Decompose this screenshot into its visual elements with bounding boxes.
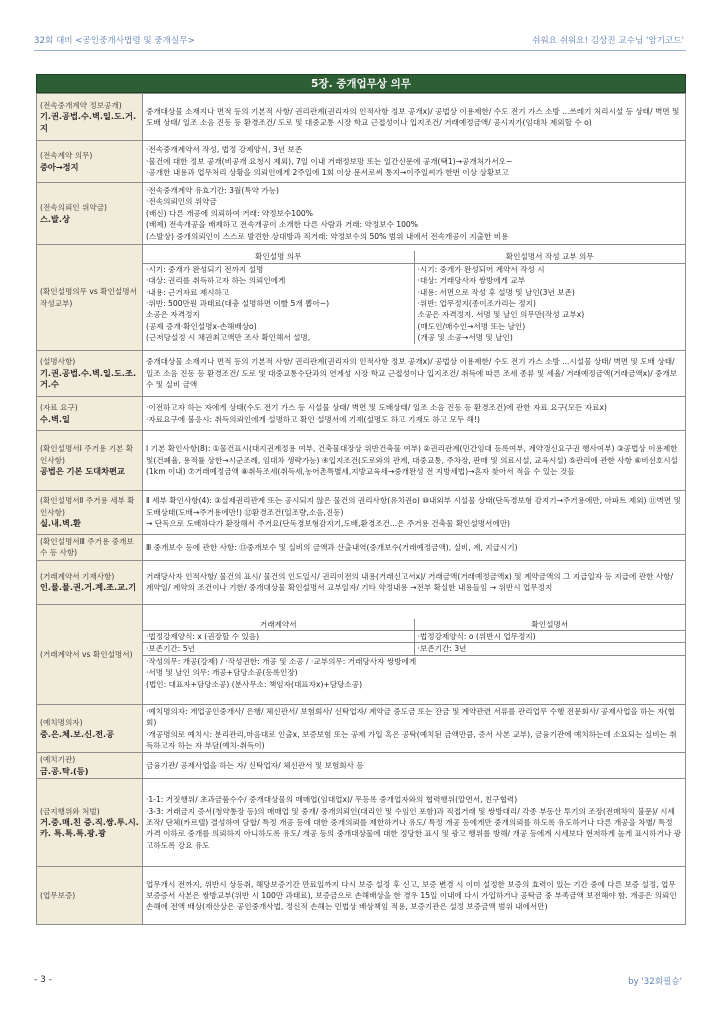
row-label-text: (전속의뢰인 위약금) bbox=[40, 203, 108, 213]
row-label bbox=[37, 779, 143, 867]
page-number: - 3 - bbox=[34, 975, 52, 985]
row-content bbox=[143, 753, 686, 779]
row-memory-code: 공법은 기본 도대차편교 bbox=[40, 466, 125, 477]
row-memory-code: 기.권.공법.수.벽.일.도.조.거.수 bbox=[40, 367, 137, 390]
content-line: 금융기관/ 공제사업을 하는 자/ 신탁업자/ 체신관서 및 보험회사 등 bbox=[146, 761, 364, 771]
footer-credit: by '32회필승' bbox=[628, 977, 682, 987]
content-line: ·서명 및 날인 의무: 개공+담당소공(등록인장) bbox=[146, 668, 298, 678]
row-label-text: (확인설명서Ⅱ 주거용 세부 확인사항) bbox=[40, 496, 135, 517]
row-label bbox=[37, 560, 143, 604]
row-memory-code: 거.중.매.친 증.직.쌍.투.시.카. 특.특.특.광.광 bbox=[40, 817, 139, 839]
table-row bbox=[37, 704, 686, 753]
compare-cell bbox=[143, 245, 686, 351]
row-label bbox=[37, 94, 143, 141]
row-label-text: (예치기관) bbox=[40, 755, 76, 765]
row-label bbox=[37, 245, 143, 351]
row-label bbox=[37, 704, 143, 753]
content-line: 소공은 자격정지 bbox=[146, 310, 200, 320]
row-content bbox=[143, 560, 686, 604]
compare-right-row: ·보존기간: 3년 bbox=[414, 643, 685, 655]
content-line: → 단독으로 도배하다가 환장해서 주거요(단독경보형감지기,도배,환경조건...은 주거용 건축물 확인설명서에만) bbox=[146, 519, 511, 529]
row-memory-code: 기.권.공법.수.벽.일.도.거.지 bbox=[40, 111, 137, 133]
content-line: Ⅲ 중개보수 등에 관한 사항: ⑬중개보수 및 실비의 금액과 산출내역(중개보수(거래예정금액), 실비, 계, 지급시기) bbox=[146, 542, 518, 552]
compare-left-head: 확인설명 의무 bbox=[143, 251, 414, 263]
content-line: ·자료요구에 불응시: 취득의뢰인에게 설명하고 확인 설명서에 기재(설명도 하고 기재도 하고 모두 해!) bbox=[146, 414, 480, 424]
content-line: ·전속의뢰인의 위약금 bbox=[146, 197, 217, 207]
content-line: ·전속중개계약 유효기간: 3월(특약 가능) bbox=[146, 185, 280, 195]
content-line: ·전속중개계약서 작성, 법정 강제양식, 3년 보존 bbox=[146, 145, 303, 155]
row-label bbox=[37, 397, 143, 431]
content-line: ·작성의무: 개공(강제) / ·작성권한: 개공 및 소공 / ·교부의무: 거래당사자 쌍방에게 bbox=[146, 656, 417, 666]
table-row bbox=[37, 351, 686, 397]
compare-table bbox=[143, 619, 685, 690]
compare-left-head: 거래계약서 bbox=[143, 619, 414, 631]
document-sheet bbox=[36, 74, 686, 925]
row-label-text: (확인설명서Ⅰ 주거용 기본 확인사항) bbox=[40, 444, 134, 465]
content-line: Ⅱ 세부 확인사항(4): ③실제권리관계 또는 공시되지 않은 물건의 권리사항(유치권o) ⑩내외부 시설물 상태(단독경보형 감지기→주거용에만, 아파트 제외) ⑪벽면 및 도배상태(도배→주거용에만!) ⑫환경조건(일조량,소음,진동) bbox=[146, 496, 681, 517]
row-content bbox=[143, 141, 686, 183]
compare-left-row: ·법정강제양식: x (권장할 수 있음) bbox=[143, 631, 414, 643]
table-row bbox=[37, 183, 686, 245]
row-label-text: (업무보증) bbox=[40, 891, 76, 901]
content-line: ·시기: 중개가 완성되기 전까지 설명 bbox=[146, 264, 264, 274]
row-memory-code: 실.내.벽.환 bbox=[40, 518, 81, 529]
header-right: 쉬워요 쉬워요! 김상진 교수님 '암기코드' bbox=[532, 36, 684, 46]
row-label bbox=[37, 867, 143, 925]
row-memory-code: 수.벽.일 bbox=[40, 413, 70, 424]
row-label-text: (거래계약서 vs 확인설명서) bbox=[40, 649, 133, 659]
row-label bbox=[37, 183, 143, 245]
content-line: ·물건에 대한 정보 공개(비공개 요청시 제외), 7일 이내 거래정보망 또는 일간신문에 공개(택1)→공개처가서오~ bbox=[146, 156, 513, 166]
content-line: (배신) 다른 개공에 의뢰하여 거래: 약정보수100% bbox=[146, 208, 313, 218]
table-row bbox=[37, 397, 686, 431]
row-memory-code: 스.발.상 bbox=[40, 213, 70, 224]
row-label bbox=[37, 491, 143, 535]
table-row bbox=[37, 753, 686, 779]
table-row bbox=[37, 141, 686, 183]
row-memory-code: 중.은.체.보.신.전.공 bbox=[40, 728, 115, 739]
row-content bbox=[143, 431, 686, 491]
row-label-text: (금지행위와 처벌) bbox=[40, 806, 100, 816]
row-content bbox=[143, 535, 686, 561]
compare-cell bbox=[143, 604, 686, 704]
row-label-text: (확인설명서Ⅲ 주거용 중개보수 등 사항) bbox=[40, 537, 134, 558]
content-table bbox=[36, 93, 686, 925]
row-content bbox=[143, 491, 686, 535]
content-line: Ⅰ 기본 확인사항(8): ①물건표시(대지권계정용 여부, 건축물대장상 위반건축물 여부) ②권리관계(민간임대 등록여부, 계약갱신요구권 행사여부) ③공법상 이용제한 및(건폐율, 용적률 상한→시군조례, 임대차 생략가능) ④입지조건(도로와의 관계, 대중교통, 주차장, 판매 및 의료시설, 교육시설) ⑤관리에 관한 사항 ⑥비선호시설(1km 이내) ⑦거래예정금액 ⑧취득조세(취득세,농어촌특별세,지방교육세→중개완성 전 지방세법)→혼자 찾아서 적을 수 있는 것들 bbox=[146, 444, 678, 477]
chapter-title: 5장. 중개업무상 의무 bbox=[36, 74, 686, 93]
content-line: ·개공명의로 예치시: 분리관리,마음대로 인출x, 보증보험 또는 공제 가입 혹은 공탁(예치된 금액만큼, 증서 사본 교부), 금융기관에 예치하는데 소요되는 실비는 취득하고자 하는 자 부담(예치-취득이) bbox=[146, 729, 677, 751]
content-line: (법인: 대표자+담당소공) (분사무소: 책임자(대표자x)+담당소공) bbox=[146, 679, 363, 689]
row-label bbox=[37, 753, 143, 779]
content-line: ·공개한 내용과 업무처리 상황을 의뢰인에게 2주일에 1회 이상 문서로써 통지→이주일씨가 한번 이상 상황보고 bbox=[146, 168, 509, 178]
compare-left-row: ·보존기간: 5년 bbox=[143, 643, 414, 655]
row-label bbox=[37, 431, 143, 491]
compare-left-body bbox=[143, 263, 414, 343]
content-line: ·위반: 500만원 과태료(대충 설명하면 이빨 5개 뽑아~) bbox=[146, 299, 330, 308]
header-divider bbox=[34, 50, 686, 51]
content-line: (근저당설정 시 채권최고액만 조사 확인해서 설명, bbox=[146, 333, 311, 343]
table-row bbox=[37, 604, 686, 704]
table-row bbox=[37, 779, 686, 867]
row-label bbox=[37, 604, 143, 704]
row-label-text: (설명사항) bbox=[40, 357, 76, 367]
row-label-text: (거래계약서 기재사항) bbox=[40, 571, 115, 581]
content-line: ·내용: 근거자료 제시하고 bbox=[146, 287, 230, 297]
content-line: ·대상: 권리를 취득하고자 하는 의뢰인에게 bbox=[146, 276, 286, 286]
compare-right-row: ·법정강제양식: o (위반시 업무정지) bbox=[414, 631, 685, 643]
compare-right-head: 확인설명서 bbox=[414, 619, 685, 631]
row-label-text: (전속중개계약 정보공개) bbox=[40, 100, 122, 110]
content-line: ·내용: 서면으로 작성 후 설명 및 날인(3년 보존) bbox=[417, 287, 575, 297]
row-label-text: (전속계약 의무) bbox=[40, 151, 93, 161]
compare-right-head: 확인설명서 작성 교부 의무 bbox=[414, 251, 685, 263]
table-row bbox=[37, 431, 686, 491]
row-memory-code: 중아→정지 bbox=[40, 161, 79, 172]
row-content bbox=[143, 183, 686, 245]
compare-right-body bbox=[414, 263, 685, 343]
compare-common-body bbox=[143, 655, 685, 690]
table-row bbox=[37, 94, 686, 141]
row-content bbox=[143, 779, 686, 867]
content-line: (공제 증개·확인설명x-손해배상o) bbox=[146, 321, 257, 331]
row-label bbox=[37, 535, 143, 561]
row-content bbox=[143, 397, 686, 431]
content-line: ·대상: 거래당사자 쌍방에게 교부 bbox=[417, 276, 526, 286]
header-left: 32회 대비 <공인중개사법령 및 중개실무> bbox=[34, 36, 195, 46]
content-line: ·예치명의자: 개업공인중개사/ 은행/ 체신관서/ 보험회사/ 신탁업자/ 계약금 중도금 또는 잔금 및 계약관련 서류를 관리업무 수행 전문회사/ 공제사업을 하는 자(협회) bbox=[146, 706, 675, 728]
table-row bbox=[37, 491, 686, 535]
row-label bbox=[37, 351, 143, 397]
content-line: 중개대상물 소재지나 면적 등의 기본적 사항/ 권리관계(권리자의 인적사항 정보 공개x)/ 공법상 이용제한/ 수도 전기 가스 소방 ...쓰레기 처리시설 등 상태/ 벽면 및 도배 상태/ 일조 소음 진동 등 환경조건/ 도로 및 대중교통 시장 학교 근접성이나 입지조건/ 거래예정금액/ 공시지가(임대차 제외할 수 o) bbox=[146, 106, 680, 127]
row-label-text: (자료 요구) bbox=[40, 403, 78, 413]
row-content bbox=[143, 351, 686, 397]
table-row bbox=[37, 560, 686, 604]
content-line: (매도인/매수인→서명 또는 날인) bbox=[417, 321, 526, 331]
compare-table bbox=[143, 251, 685, 343]
table-row bbox=[37, 245, 686, 351]
row-content bbox=[143, 867, 686, 925]
content-line: (스발상) 중개의뢰인이 스스로 발견한 상대방과 직거래: 약정보수의 50% 범위 내에서 전속개공이 지출한 비용 bbox=[146, 231, 509, 241]
content-line: (개공 및 소공→서명 및 날인) bbox=[417, 333, 513, 343]
row-label-text: (예치명의자) bbox=[40, 718, 83, 728]
row-memory-code: 인.물.물.권.거.계.조.교.기 bbox=[40, 582, 137, 593]
content-line: ·위반: 업무정지(종이조가리는 정지) bbox=[417, 299, 536, 308]
table-row bbox=[37, 867, 686, 925]
content-line: (배제) 전속개공을 배제하고 전속개공이 소개한 다른 사람과 거래: 약정보수 100% bbox=[146, 220, 418, 230]
content-line: ·시기: 중개가 완성되어 계약서 작성 시 bbox=[417, 264, 545, 274]
table-row bbox=[37, 535, 686, 561]
content-line: 소공은 자격정지. 서명 및 날인 의무만(작성 교부x) bbox=[417, 310, 585, 320]
row-content bbox=[143, 704, 686, 753]
content-line: 중개대상물 소재지나 면적 등의 기본적 사항/ 권리관계(권리자의 인적사항 정보 공개x)/ 공법상 이용제한/ 수도 전기 가스 소방 ...시설물 상태/ 벽면 및 도배 상태/ 일조 소음 진동 등 환경조건/ 도로 및 대중교통수단과의 연계성 시장 학교 근접성이나 입지조건/ 취득에 따른 조세 종류 및 세율/ 거래예정금액(거래금액x)/ 중개보수 및 실비 금액 bbox=[146, 357, 678, 390]
content-line: 업무개시 전까지, 위반시 상등취, 해당보증기간 만료일까지 다시 보증 설정 후 신고, 보증 변경 시 이미 설정한 보증의 효력이 있는 기간 중에 다른 보증 설정, 업무보증증서 사본은 쌍방교부(위반 시 100만 과태료), 보증금으로 손해배상을 한 경우 15일 이내에 다시 가입하거나 공탁금 중 부족금액 보전해야 함. 개공은 의뢰인 손해에 전액 배상(재산상은 공인중개사법, 정신적 손해는 민법상 배상책임 적용, 보증기관은 설정 보증금액 범위 내에서만) bbox=[146, 879, 677, 912]
content-line: ·3-3: 거래금지 증서(청약통장 등)의 매매업 및 중개/ 중개의뢰인(대리인 및 수임인 포함)과 직접거래 및 쌍방대리/ 각종 부동산 투기의 조장(전매차익 불문)/ 시세조작/ 단체(카르텔) 결성하여 담합/ 특정 개공 등에 대한 중개의뢰를 제한하거나 유도/ 특정 개공 등에게만 중개의뢰를 하도록 유도하거나 다른 개공을 차별/ 특정 가격 이하로 중개를 의뢰하지 아니하도록 유도/ 개공 등의 중개대상물에 대한 정당한 표시 및 광고 행위를 방해/ 개공 등에게 시세보다 현저하게 높게 표시하거나 광고하도록 강요 유도 bbox=[146, 806, 682, 850]
row-memory-code: 금.공.탁.(등) bbox=[40, 765, 89, 776]
row-label bbox=[37, 141, 143, 183]
content-line: 거래당사자 인적사항/ 물건의 표시/ 물건의 인도일시/ 권리이전의 내용(거래신고서x)/ 거래금액(거래예정금액x) 및 계약금액의 그 지급일자 등 지급에 관한 사항/ 계약일/ 계약의 조건이나 기한/ 중개대상물 확인설명서 교부일자/ 기타 약정내용 →전부 확실한 내용들임 → 위반시 업무정지 bbox=[146, 571, 674, 593]
content-line: ·이전하고자 하는 자에게 상태(수도 전기 가스 등 시설물 상태/ 벽면 및 도배상태/ 일조 소음 진동 등 환경조건)에 관한 자료 요구(모든 자료x) bbox=[146, 403, 607, 413]
content-line: ·1-1: 거짓행위/ 초과금품수수/ 중개대상물의 매매업(임대업x)/ 무등록 중개업자와의 협력행위(알면서, 친구협력) bbox=[146, 795, 518, 805]
row-content bbox=[143, 94, 686, 141]
row-label-text: (확인설명의무 vs 확인설명서 작성교부) bbox=[40, 287, 137, 308]
